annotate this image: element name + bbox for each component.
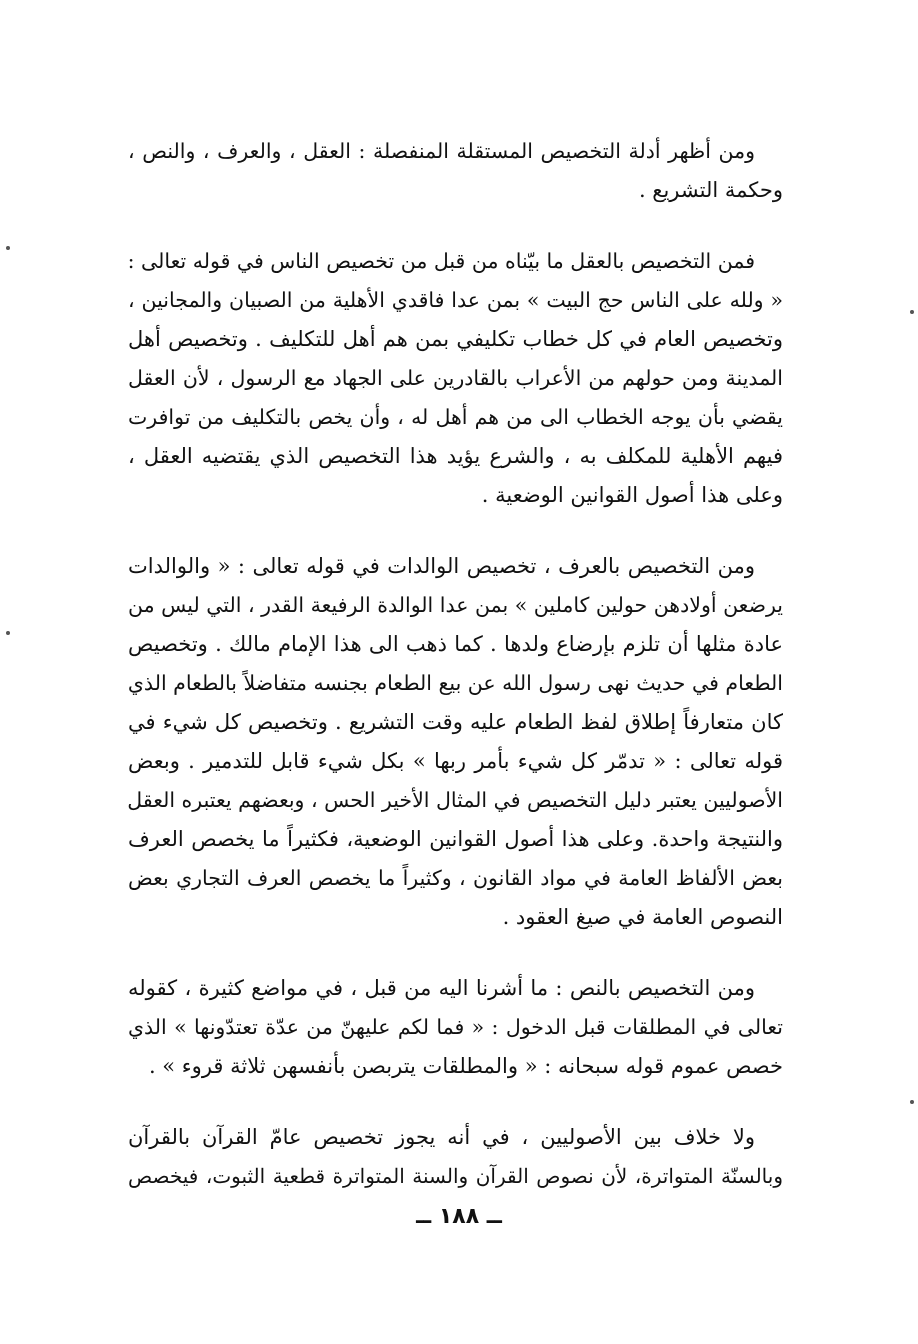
paragraph-custom: [128, 547, 783, 937]
text-line: ومن أظهر أدلة التخصيص المستقلة المنفصلة : العقل ، والعرف ، والنص ،: [128, 139, 755, 163]
margin-speck: [910, 1100, 914, 1104]
text-line: « ولله على الناس حج البيت » بمن عدا فاقدي الأهلية من الصبيان والمجانين ،: [128, 288, 783, 312]
text-line: تعالى في المطلقات قبل الدخول : « فما لكم عليهنّ من عدّة تعتدّونها » الذي: [128, 1015, 783, 1039]
text-line: ومن التخصيص بالنص : ما أشرنا اليه من قبل ، في مواضع كثيرة ، كقوله: [128, 976, 755, 1000]
text-line: وبالسنّة المتواترة، لأن نصوص القرآن والسنة المتواترة قطعية الثبوت، فيخصص: [128, 1164, 783, 1188]
page-number: ــ ١٨٨ ــ: [416, 1204, 502, 1229]
text-line: كان متعارفاً إطلاق لفظ الطعام عليه وقت التشريع . وتخصيص كل شيء في: [128, 710, 783, 734]
text-line: المدينة ومن حولهم من الأعراب بالقادرين على الجهاد مع الرسول ، لأن العقل: [128, 366, 783, 390]
text-line: ومن التخصيص بالعرف ، تخصيص الوالدات في قوله تعالى : « والوالدات: [128, 554, 755, 578]
text-line: والنتيجة واحدة. وعلى هذا أصول القوانين الوضعية، فكثيراً ما يخصص العرف: [128, 827, 783, 851]
text-line: الطعام في حديث نهى رسول الله عن بيع الطعام بجنسه متفاضلاً بالطعام الذي: [127, 671, 783, 695]
paragraph-text: [128, 969, 783, 1086]
text-line: فمن التخصيص بالعقل ما بيّناه من قبل من تخصيص الناس في قوله تعالى :: [127, 249, 755, 273]
text-line: وحكمة التشريع .: [638, 178, 783, 202]
text-line: يرضعن أولادهن حولين كاملين » بمن عدا الوالدة الرفيعة القدر ، التي ليس من: [128, 593, 783, 617]
text-line: الأصوليين يعتبر دليل التخصيص في المثال الأخير الحس ، وبعضهم يعتبره العقل: [127, 788, 783, 812]
margin-speck: [6, 246, 10, 250]
margin-speck: [910, 310, 914, 314]
text-line: ولا خلاف بين الأصوليين ، في أنه يجوز تخصيص عامّ القرآن بالقرآن: [128, 1125, 755, 1149]
text-line: خصص عموم قوله سبحانه : « والمطلقات يتربصن بأنفسهن ثلاثة قروء » .: [148, 1054, 783, 1078]
paragraph-intro: [128, 132, 783, 210]
text-line: بعض الألفاظ العامة في مواد القانون ، وكثيراً ما يخصص العرف التجاري بعض: [128, 866, 783, 890]
text-line: النصوص العامة في صيغ العقود .: [502, 905, 783, 929]
text-line: عادة مثلها أن تلزم بإرضاع ولدها . كما ذهب الى هذا الإمام مالك . وتخصيص: [128, 632, 783, 656]
text-line: فيهم الأهلية للمكلف به ، والشرع يؤيد هذا التخصيص الذي يقتضيه العقل ،: [128, 444, 783, 468]
text-line: قوله تعالى : « تدمّر كل شيء بأمر ربها » بكل شيء قابل للتدمير . وبعض: [128, 749, 783, 773]
text-line: يقضي بأن يوجه الخطاب الى من هم أهل له ، وأن يخص بالتكليف من توافرت: [128, 405, 783, 429]
page-body: [128, 132, 783, 1242]
paragraph-reason: [128, 242, 783, 515]
margin-speck: [6, 631, 10, 635]
paragraph-consensus: [128, 1118, 783, 1196]
text-line: وتخصيص العام في كل خطاب تكليفي بمن هم أهل للتكليف . وتخصيص أهل: [128, 327, 783, 351]
text-line: وعلى هذا أصول القوانين الوضعية .: [481, 483, 783, 507]
